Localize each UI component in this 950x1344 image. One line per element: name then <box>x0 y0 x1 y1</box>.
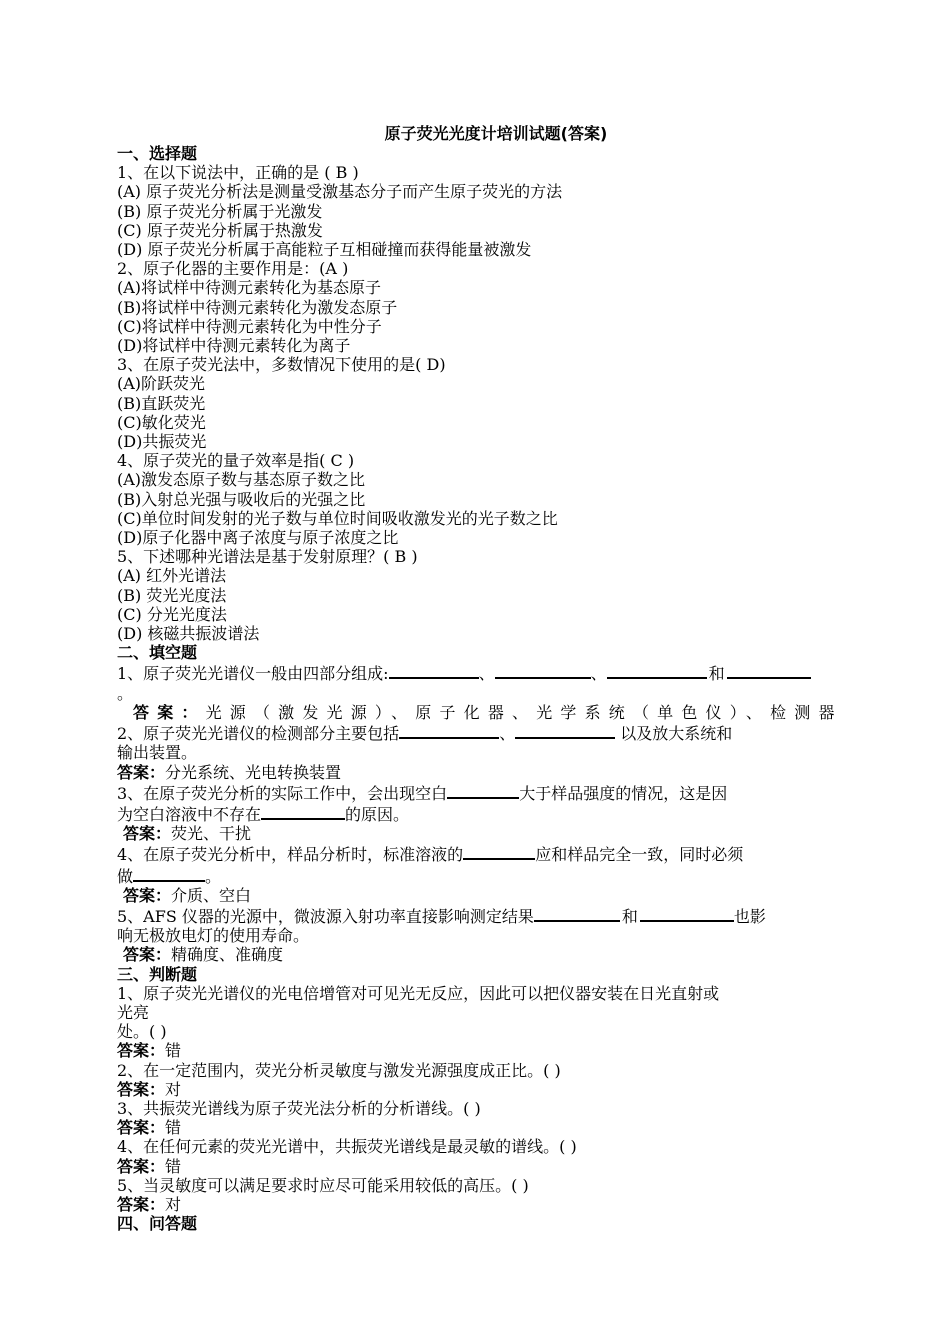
judge-q1-answer <box>117 1041 835 1060</box>
choice-q2-option-c: (C)将试样中待测元素转化为中性分子 <box>117 316 382 336</box>
answer-label: 答案： <box>117 1118 166 1138</box>
fill-q4-answer <box>117 886 835 905</box>
fill-q1-blank-1 <box>389 662 479 679</box>
answer-text: 光源（激发光源）、原子化器、光学系统（单色仪）、检测器 <box>205 702 835 722</box>
answer-text: 介质、空白 <box>171 885 252 905</box>
judge-q2-answer <box>117 1080 835 1099</box>
fill-q4-text-d: 。 <box>205 866 222 886</box>
choice-q1-option-d: (D) 原子荧光分析属于高能粒子互相碰撞而获得能量被激发 <box>117 240 532 260</box>
fill-q5-line <box>117 905 835 926</box>
choice-q5-option-a: (A) 红外光谱法 <box>117 566 227 586</box>
answer-label: 答案： <box>117 1156 166 1176</box>
answer-label: 答案： <box>117 1194 166 1214</box>
choice-q3-option-c: (C)敏化荧光 <box>117 412 206 432</box>
choice-q1-option-c: (C) 原子荧光分析属于热激发 <box>117 220 323 240</box>
judge-q1-line-2: 光亮 <box>117 1002 150 1022</box>
fill-q3-blank-2 <box>261 803 345 820</box>
fill-q5-answer <box>117 945 835 964</box>
fill-q3-line-2 <box>117 803 835 824</box>
choice-q3-stem: 3、在原子荧光法中，多数情况下使用的是( D) <box>117 355 446 375</box>
fill-q2-text: 2、原子荧光光谱仪的检测部分主要包括 <box>117 724 400 744</box>
judge-q5-line-1: 5、当灵敏度可以满足要求时应尽可能采用较低的高压。( ) <box>117 1175 529 1195</box>
answer-text: 精确度、准确度 <box>171 945 284 965</box>
fill-q5-sep: 和 <box>621 906 638 926</box>
answer-text: 对 <box>165 1194 182 1214</box>
answer-label: 答案： <box>117 1079 166 1099</box>
choice-q1-option-a: (A) 原子荧光分析法是测量受激基态分子而产生原子荧光的方法 <box>117 182 563 202</box>
answer-text: 分光系统、光电转换装置 <box>165 762 342 782</box>
fill-q4-blank-1 <box>463 843 535 860</box>
judge-q5-answer <box>117 1195 835 1214</box>
choice-q4-option-c: (C)单位时间发射的光子数与单位时间吸收激发光的光子数之比 <box>117 508 558 528</box>
fill-q2-answer <box>117 763 835 782</box>
fill-q1-end: 。 <box>117 683 134 703</box>
document-title: 原子荧光光度计培训试题(答案) <box>384 124 608 143</box>
choice-q2-option-a: (A)将试样中待测元素转化为基态原子 <box>117 278 382 298</box>
fill-q4-text-b: 应和样品完全一致，同时必须 <box>535 845 744 865</box>
answer-label: 答案： <box>123 824 172 844</box>
fill-q4-text-c: 做 <box>117 866 134 886</box>
section-heading-qa: 四、问答题 <box>117 1214 198 1234</box>
choice-q2-stem: 2、原子化器的主要作用是：(A ) <box>117 259 349 279</box>
choice-q4-stem: 4、原子荧光的量子效率是指( C ) <box>117 451 355 471</box>
fill-q1-sep: 、 <box>590 664 607 684</box>
fill-q5-text-c: 响无极放电灯的使用寿命。 <box>117 926 310 946</box>
choice-q5-option-d: (D) 核磁共振波谱法 <box>117 624 260 644</box>
choice-q5-option-b: (B) 荧光光度法 <box>117 585 227 605</box>
answer-label: 答案： <box>117 1041 166 1061</box>
fill-q5-blank-2 <box>640 905 734 922</box>
fill-q4-blank-2 <box>133 865 205 882</box>
document-page <box>117 124 835 1233</box>
choice-q1-option-b: (B) 原子荧光分析属于光激发 <box>117 201 323 221</box>
judge-q3-answer <box>117 1118 835 1137</box>
answer-label: 答案： <box>123 945 172 965</box>
choice-q5-option-c: (C) 分光光度法 <box>117 604 227 624</box>
answer-label: 答案： <box>117 762 166 782</box>
fill-q1-blank-4 <box>727 662 811 679</box>
choice-q1-stem: 1、在以下说法中，正确的是 ( B ) <box>117 163 359 183</box>
fill-q3-text-b: 大于样品强度的情况，这是因 <box>519 783 728 803</box>
answer-label: 答案： <box>123 885 172 905</box>
section-heading-judge: 三、判断题 <box>117 964 198 984</box>
judge-q1-line-3: 处。( ) <box>117 1022 167 1042</box>
fill-q4-text: 4、在原子荧光分析中，样品分析时，标准溶液的 <box>117 845 464 865</box>
fill-q1-answer <box>117 703 835 722</box>
fill-q5-text: 5、AFS 仪器的光源中，微波源入射功率直接影响测定结果 <box>117 906 534 926</box>
fill-q4-line <box>117 843 835 864</box>
choice-q3-option-a: (A)阶跃荧光 <box>117 374 206 394</box>
choice-q2-option-d: (D)将试样中待测元素转化为离子 <box>117 336 351 356</box>
fill-q2-blank-1 <box>399 722 499 739</box>
fill-q1-text: 1、原子荧光光谱仪一般由四部分组成: <box>117 664 389 684</box>
answer-text: 错 <box>165 1118 182 1138</box>
fill-q1-sep: 、 <box>478 664 495 684</box>
section-heading-choice: 一、选择题 <box>117 144 198 163</box>
fill-q3-text: 3、在原子荧光分析的实际工作中，会出现空白 <box>117 783 448 803</box>
answer-text: 对 <box>165 1079 182 1099</box>
fill-q1-blank-3 <box>607 662 707 679</box>
fill-q2-line <box>117 722 835 743</box>
choice-q4-option-a: (A)激发态原子数与基态原子数之比 <box>117 470 366 490</box>
fill-q3-answer <box>117 824 835 843</box>
fill-q5-text-b: 也影 <box>733 906 766 926</box>
judge-q4-line-1: 4、在任何元素的荧光光谱中，共振荧光谱线是最灵敏的谱线。( ) <box>117 1137 577 1157</box>
fill-q2-text-c: 输出装置。 <box>117 743 198 763</box>
answer-text: 荧光、干扰 <box>171 824 252 844</box>
choice-q5-stem: 5、下述哪种光谱法是基于发射原理？( B ) <box>117 547 418 567</box>
answer-text: 错 <box>165 1156 182 1176</box>
fill-q3-blank-1 <box>447 782 519 799</box>
judge-q2-line-1: 2、在一定范围内，荧光分析灵敏度与激发光源强度成正比。( ) <box>117 1060 561 1080</box>
judge-q1-line-1: 1、原子荧光光谱仪的光电倍增管对可见光无反应，因此可以把仪器安装在日光直射或 <box>117 983 720 1003</box>
answer-text: 错 <box>165 1041 182 1061</box>
choice-q4-option-d: (D)原子化器中离子浓度与原子浓度之比 <box>117 528 399 548</box>
fill-q4-line-2 <box>117 865 835 886</box>
fill-q2-text-b: 以及放大系统和 <box>615 724 733 744</box>
choice-q3-option-d: (D)共振荧光 <box>117 432 207 452</box>
fill-q1-blank-2 <box>495 662 591 679</box>
fill-q2-blank-2 <box>515 722 615 739</box>
choice-q3-option-b: (B)直跃荧光 <box>117 393 206 413</box>
fill-q3-text-d: 的原因。 <box>345 804 410 824</box>
fill-q1-line <box>117 662 835 683</box>
fill-q2-sep: 、 <box>499 724 516 744</box>
judge-q3-line-1: 3、共振荧光谱线为原子荧光法分析的分析谱线。( ) <box>117 1098 481 1118</box>
fill-q3-text-c: 为空白溶液中不存在 <box>117 804 262 824</box>
judge-q4-answer <box>117 1157 835 1176</box>
choice-q4-option-b: (B)入射总光强与吸收后的光强之比 <box>117 489 366 509</box>
section-heading-fill: 二、填空题 <box>117 643 198 663</box>
fill-q3-line <box>117 782 835 803</box>
answer-label: 答案： <box>133 702 206 722</box>
choice-q2-option-b: (B)将试样中待测元素转化为激发态原子 <box>117 297 398 317</box>
fill-q1-sep: 和 <box>708 664 725 684</box>
fill-q5-blank-1 <box>534 905 620 922</box>
